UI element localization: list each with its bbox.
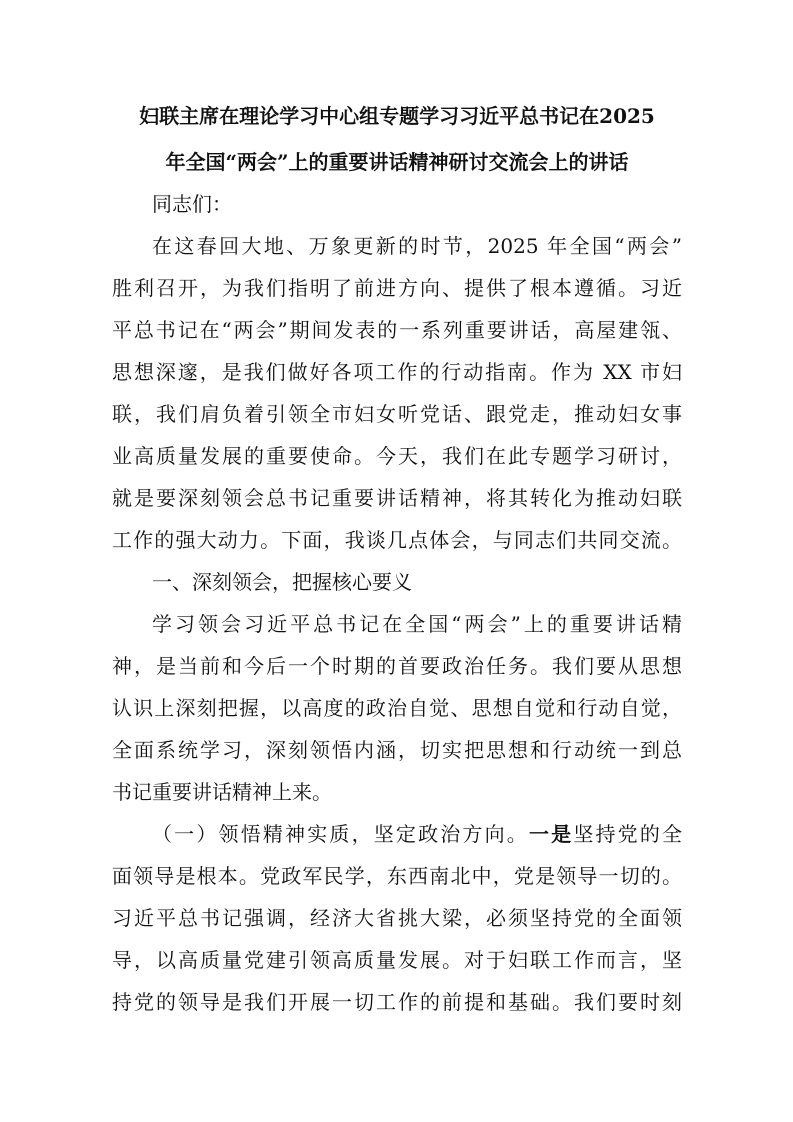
para2-line-5: 书记重要讲话精神上来。 [112, 780, 332, 804]
para2-line-4: 全面系统学习，深刻领悟内涵，切实把思想和行动统一到总 [112, 738, 682, 762]
para1-line-2: 胜利召开，为我们指明了前进方向、提供了根本遵循。习近 [112, 276, 682, 300]
emphasis-first: 一是 [528, 822, 574, 846]
para3-line-2: 面领导是根本。党政军民学，东西南北中，党是领导一切的。 [112, 864, 682, 888]
para3-line-1 [152, 822, 682, 846]
para1-line-6: 业高质量发展的重要使命。今天，我们在此专题学习研讨， [112, 444, 682, 468]
subheading-1: （一）领悟精神实质，坚定政治方向。 [152, 822, 529, 846]
document-title-line-1: 妇联主席在理论学习中心组专题学习习近平总书记在2025 [139, 104, 655, 128]
para3-line-5: 持党的领导是我们开展一切工作的前提和基础。我们要时刻 [112, 990, 682, 1014]
para1-line-1: 在这春回大地、万象更新的时节，2025 年全国“两会” [152, 234, 682, 258]
para2-line-1: 学习领会习近平总书记在全国“两会”上的重要讲话精 [152, 612, 682, 636]
para3-line-4: 导，以高质量党建引领高质量发展。对于妇联工作而言，坚 [112, 948, 682, 972]
para3-line-1-rest: 坚持党的全 [573, 822, 683, 846]
para1-line-5: 联，我们肩负着引领全市妇女听党话、跟党走，推动妇女事 [112, 402, 682, 426]
document-title-line-2: 年全国“两会”上的重要讲话精神研讨交流会上的讲话 [165, 150, 629, 174]
para2-line-3: 认识上深刻把握，以高度的政治自觉、思想自觉和行动自觉， [112, 696, 682, 720]
para1-line-4: 思想深邃，是我们做好各项工作的行动指南。作为 XX 市妇 [112, 360, 682, 384]
salutation: 同志们： [152, 192, 232, 216]
para1-line-8: 工作的强大动力。下面，我谈几点体会，与同志们共同交流。 [112, 528, 682, 552]
para1-line-3: 平总书记在“两会”期间发表的一系列重要讲话，高屋建瓴、 [112, 318, 682, 342]
para2-line-2: 神，是当前和今后一个时期的首要政治任务。我们要从思想 [112, 654, 682, 678]
para1-line-7: 就是要深刻领会总书记重要讲话精神，将其转化为推动妇联 [112, 486, 682, 510]
section1-heading: 一、深刻领会，把握核心要义 [152, 570, 412, 594]
para3-line-3: 习近平总书记强调，经济大省挑大梁，必须坚持党的全面领 [112, 906, 682, 930]
